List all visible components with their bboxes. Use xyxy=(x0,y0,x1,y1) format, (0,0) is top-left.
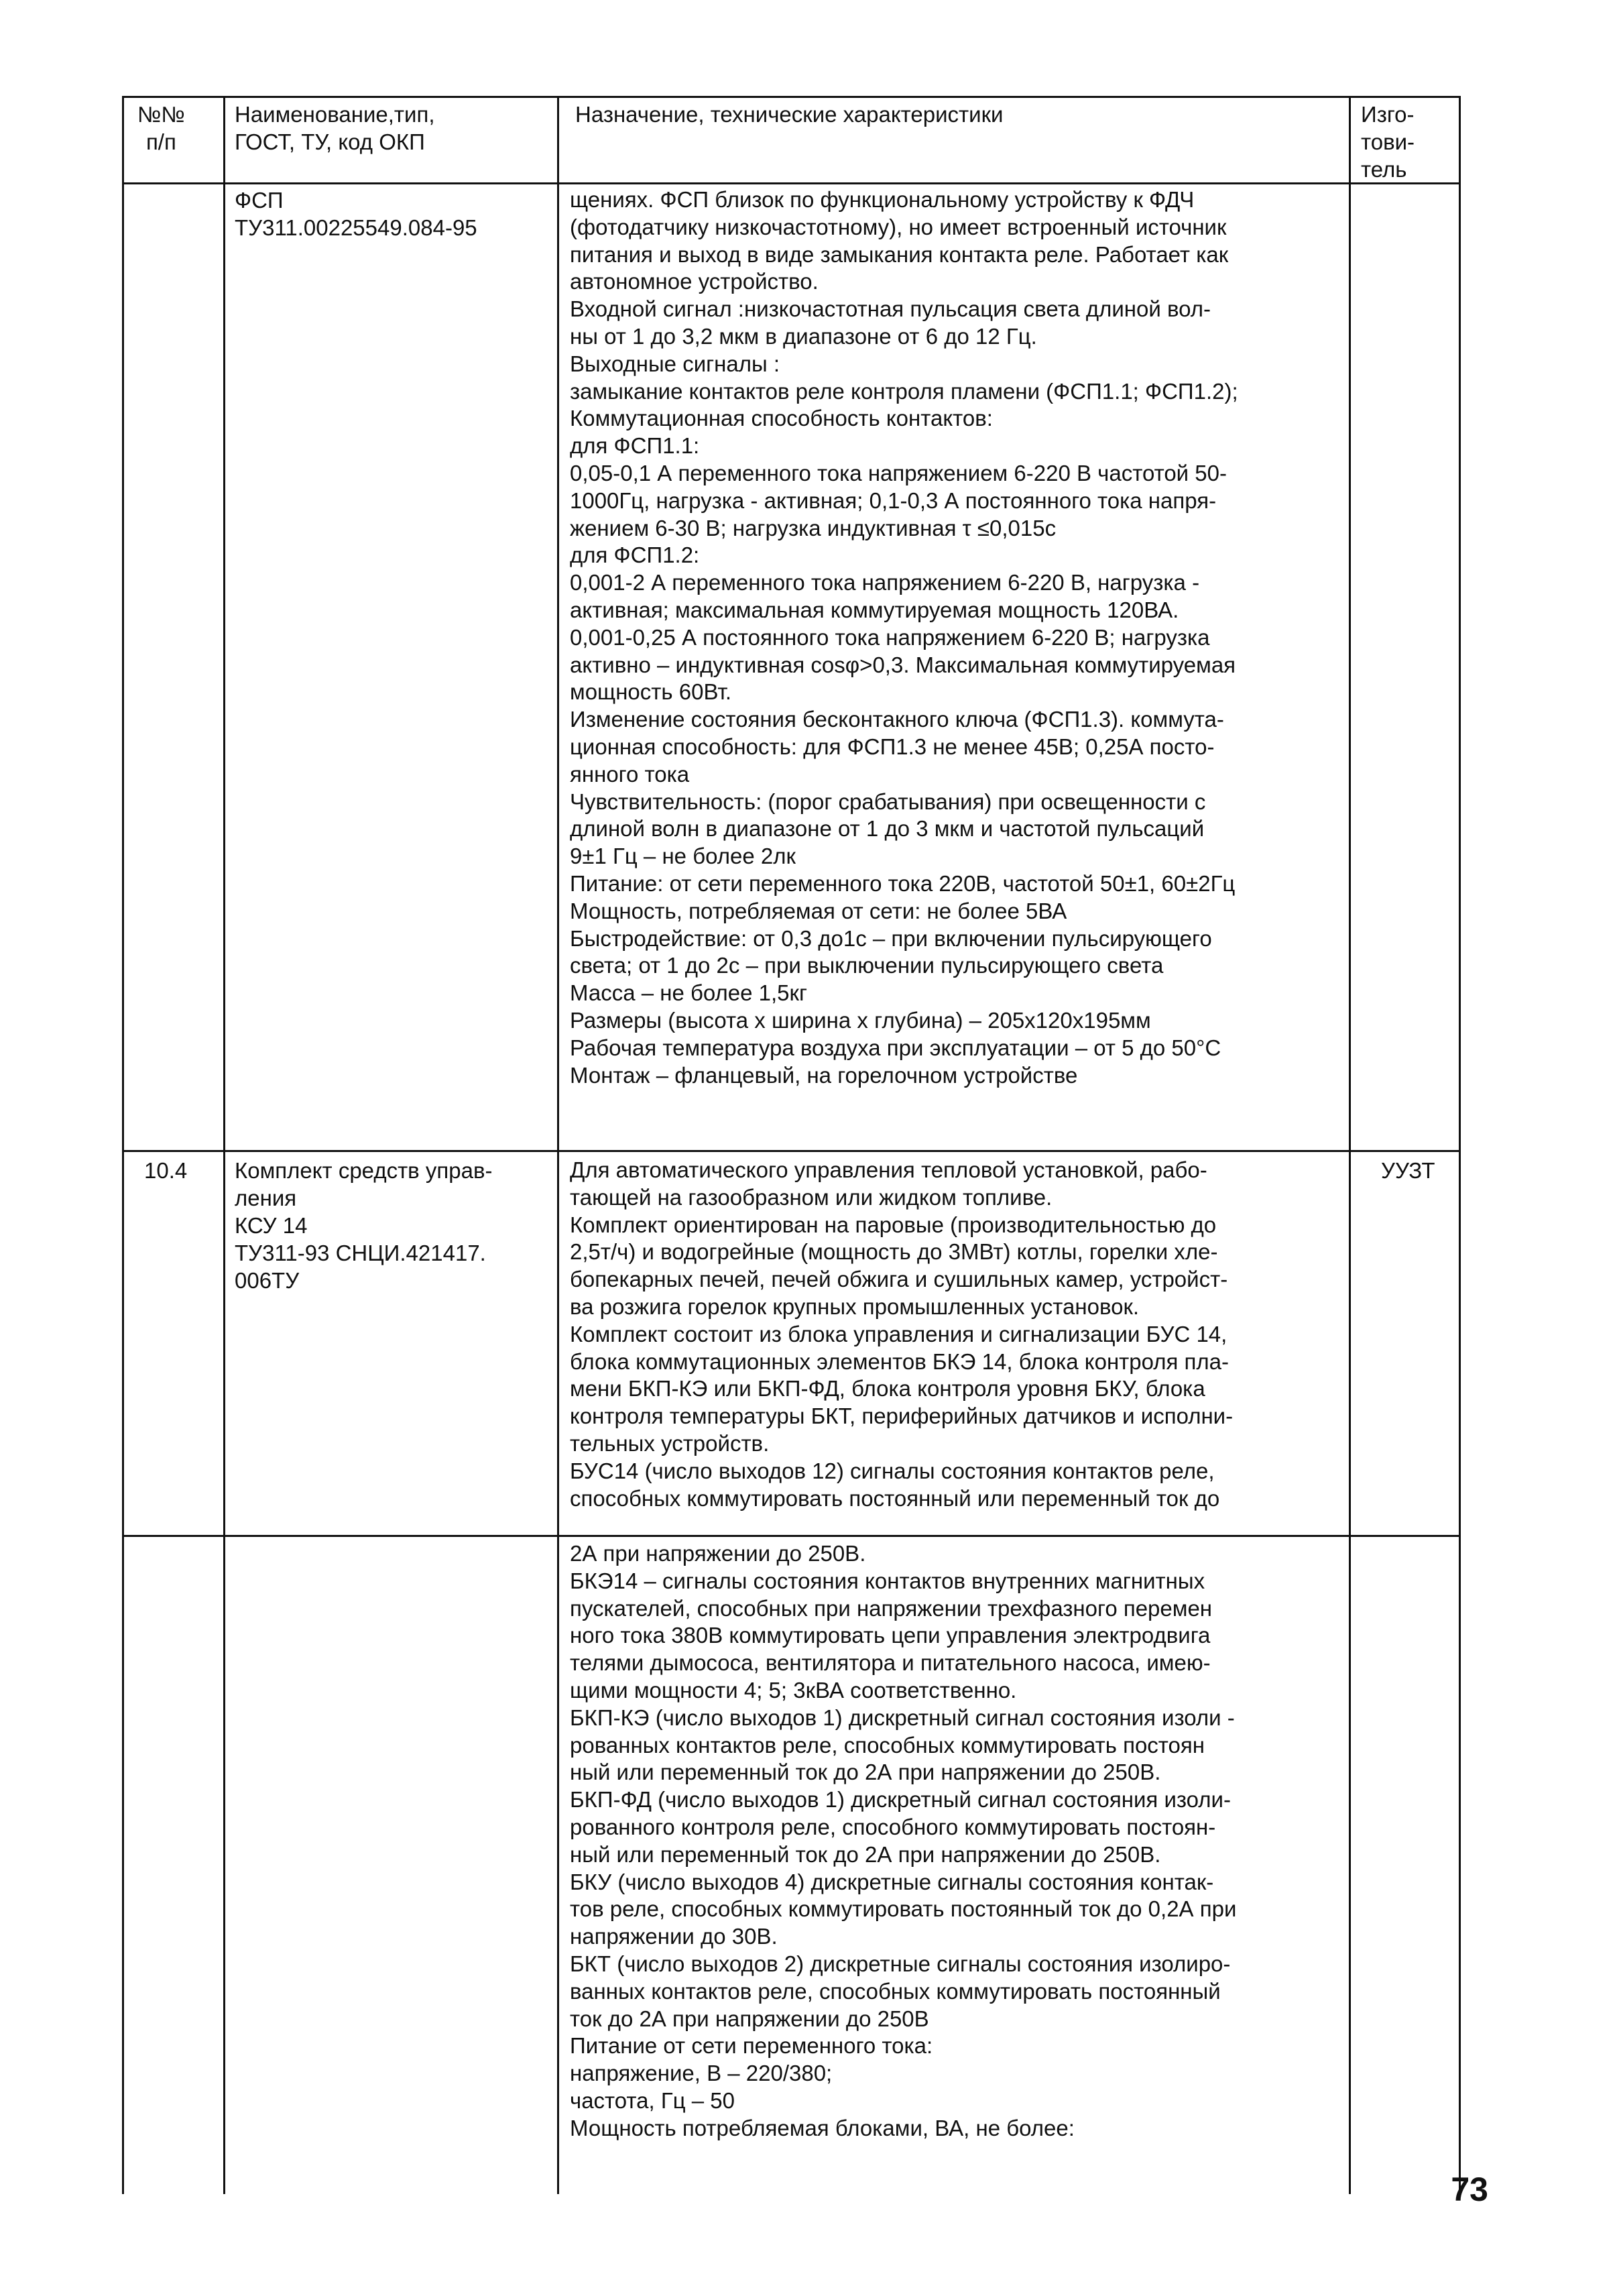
description-line: рованного контроля реле, способного коммутировать постоян- xyxy=(570,1814,1216,1839)
description-line: БКП-КЭ (число выходов 1) дискретный сигнал состояния изоли - xyxy=(570,1705,1235,1730)
column-border-num xyxy=(223,96,225,2194)
description-line: бопекарных печей, печей обжига и сушильных камер, устройст- xyxy=(570,1267,1228,1292)
column-border-right xyxy=(1459,96,1461,2194)
description-line: БКТ (число выходов 2) дискретные сигналы состояния изолиро- xyxy=(570,1951,1231,1976)
description-line: Чувствительность: (порог срабатывания) при освещенности с xyxy=(570,789,1206,814)
continuation-description xyxy=(570,1540,1236,2142)
description-line: тов реле, способных коммутировать постоянный ток до 0,2А при xyxy=(570,1896,1237,1922)
description-line: Входной сигнал :низкочастотная пульсация света длиной вол- xyxy=(570,296,1211,322)
row-separator-2 xyxy=(122,1535,1461,1537)
description-line: частота, Гц – 50 xyxy=(570,2087,735,2113)
description-line: Размеры (высота х ширина х глубина) – 205х120х195мм xyxy=(570,1007,1151,1033)
description-line: ного тока 380В коммутировать цепи управления электродвига xyxy=(570,1623,1211,1648)
description-line: ционная способность: для ФСП1.3 не менее 45В; 0,25А посто- xyxy=(570,734,1215,759)
description-line: контроля температуры БКТ, периферийных датчиков и исполни- xyxy=(570,1403,1234,1429)
description-line: Мощность потребляемая блоками, ВА, не более: xyxy=(570,2115,1075,2140)
description-line: Питание от сети переменного тока: xyxy=(570,2033,933,2059)
page-number: 73 xyxy=(1451,2171,1488,2208)
description-line: янного тока xyxy=(570,761,690,787)
description-line: Для автоматического управления тепловой установкой, рабо- xyxy=(570,1157,1207,1182)
row-104-description xyxy=(570,1157,1233,1512)
description-line: ный или переменный ток до 2А при напряжении до 250В. xyxy=(570,1841,1161,1867)
description-line: Питание: от сети переменного тока 220В, частотой 50±1, 60±2Гц xyxy=(570,870,1236,896)
description-line: блока коммутационных элементов БКЭ 14, блока контроля пла- xyxy=(570,1348,1230,1374)
description-line: 2А при напряжении до 250В. xyxy=(570,1541,866,1566)
description-line: напряжение, В – 220/380; xyxy=(570,2061,833,2086)
description-line: света; от 1 до 2с – при выключении пульсирующего света xyxy=(570,953,1164,978)
description-line: активная; максимальная коммутируемая мощность 120ВА. xyxy=(570,597,1179,622)
fsp-name: ФСП ТУ311.00225549.084-95 xyxy=(235,188,477,240)
description-line: 2,5т/ч) и водогрейные (мощность до 3МВт) котлы, горелки хле- xyxy=(570,1239,1218,1265)
description-line: Комплект состоит из блока управления и сигнализации БУС 14, xyxy=(570,1321,1227,1346)
table-top-border xyxy=(122,96,1461,98)
description-line: ток до 2А при напряжении до 250В xyxy=(570,2006,929,2031)
description-line: Комплект ориентирован на паровые (производительностью до xyxy=(570,1212,1217,1237)
description-line: Рабочая температура воздуха при эксплуатации – от 5 до 50°С xyxy=(570,1035,1221,1060)
row-separator-1 xyxy=(122,1150,1461,1152)
description-line: питания и выход в виде замыкания контакта реле. Работает как xyxy=(570,241,1229,267)
description-line: БКЭ14 – сигналы состояния контактов внутренних магнитных xyxy=(570,1568,1205,1593)
header-manufacturer: Изго- тови- тель xyxy=(1361,102,1415,182)
row-104-manufacturer: УУЗТ xyxy=(1381,1158,1435,1183)
description-line: Выходные сигналы : xyxy=(570,351,780,376)
description-line: замыкание контактов реле контроля пламени (ФСП1.1; ФСП1.2); xyxy=(570,378,1238,404)
column-border-left xyxy=(122,96,124,2194)
header-name: Наименование,тип, ГОСТ, ТУ, код ОКП xyxy=(235,102,435,154)
description-line: пускателей, способных при напряжении трехфазного перемен xyxy=(570,1595,1213,1621)
description-line: телями дымососа, вентилятора и питательного насоса, имею- xyxy=(570,1650,1211,1676)
description-line: 0,001-2 А переменного тока напряжением 6-220 В, нагрузка - xyxy=(570,570,1200,595)
description-line: длиной волн в диапазоне от 1 до 3 мкм и частотой пульсаций xyxy=(570,816,1205,842)
description-line: БКУ (число выходов 4) дискретные сигналы состояния контак- xyxy=(570,1869,1214,1894)
description-line: жением 6-30 В; нагрузка индуктивная τ ≤0,015с xyxy=(570,515,1057,540)
description-line: щениях. ФСП близок по функциональному устройству к ФДЧ xyxy=(570,187,1195,212)
description-line: ны от 1 до 3,2 мкм в диапазоне от 6 до 12 Гц. xyxy=(570,323,1037,349)
row-104-name: Комплект средств управ- ления КСУ 14 ТУ311-93 СНЦИ.421417. 006ТУ xyxy=(235,1158,493,1293)
description-line: Масса – не более 1,5кг xyxy=(570,980,808,1006)
description-line: 0,05-0,1 А переменного тока напряжением 6-220 В частотой 50- xyxy=(570,460,1227,485)
description-line: для ФСП1.1: xyxy=(570,433,700,459)
description-line: 1000Гц, нагрузка - активная; 0,1-0,3 А постоянного тока напря- xyxy=(570,487,1217,513)
description-line: 9±1 Гц – не более 2лк xyxy=(570,844,796,869)
description-line: ва розжига горелок крупных промышленных установок. xyxy=(570,1294,1140,1319)
description-line: автономное устройство. xyxy=(570,269,819,294)
header-bottom-border xyxy=(122,182,1461,184)
description-line: активно – индуктивная cosφ>0,3. Максимальная коммутируемая xyxy=(570,652,1236,677)
description-line: ный или переменный ток до 2А при напряжении до 250В. xyxy=(570,1760,1161,1785)
description-line: тающей на газообразном или жидком топливе. xyxy=(570,1184,1053,1210)
description-line: Мощность, потребляемая от сети: не более 5ВА xyxy=(570,898,1067,923)
description-line: рованных контактов реле, способных коммутировать постоян xyxy=(570,1732,1205,1758)
column-border-name xyxy=(557,96,559,2194)
description-line: (фотодатчику низкочастотному), но имеет встроенный источник xyxy=(570,214,1227,239)
description-line: мени БКП-КЭ или БКП-ФД, блока контроля уровня БКУ, блока xyxy=(570,1376,1205,1401)
description-line: Быстродействие: от 0,3 до1с – при включении пульсирующего xyxy=(570,925,1212,951)
description-line: Коммутационная способность контактов: xyxy=(570,406,993,431)
row-104-number: 10.4 xyxy=(144,1158,188,1183)
description-line: Изменение состояния бесконтакного ключа (ФСП1.3). коммута- xyxy=(570,707,1224,732)
description-line: БКП-ФД (число выходов 1) дискретный сигнал состояния изоли- xyxy=(570,1787,1231,1813)
description-line: тельных устройств. xyxy=(570,1430,770,1456)
description-line: напряжении до 30В. xyxy=(570,1924,778,1949)
description-line: для ФСП1.2: xyxy=(570,542,700,568)
fsp-description xyxy=(570,186,1238,1089)
description-line: способных коммутировать постоянный или переменный ток до xyxy=(570,1485,1220,1511)
description-line: БУС14 (число выходов 12) сигналы состояния контактов реле, xyxy=(570,1458,1215,1483)
column-border-purpose xyxy=(1349,96,1351,2194)
header-purpose: Назначение, технические характеристики xyxy=(575,102,1004,127)
description-line: 0,001-0,25 А постоянного тока напряжением 6-220 В; нагрузка xyxy=(570,624,1210,650)
description-line: ванных контактов реле, способных коммутировать постоянный xyxy=(570,1978,1221,2004)
description-line: Монтаж – фланцевый, на горелочном устройстве xyxy=(570,1062,1078,1088)
description-line: щими мощности 4; 5; 3кВА соответственно. xyxy=(570,1677,1017,1703)
description-line: мощность 60Вт. xyxy=(570,679,731,705)
header-number: №№ п/п xyxy=(137,102,185,154)
